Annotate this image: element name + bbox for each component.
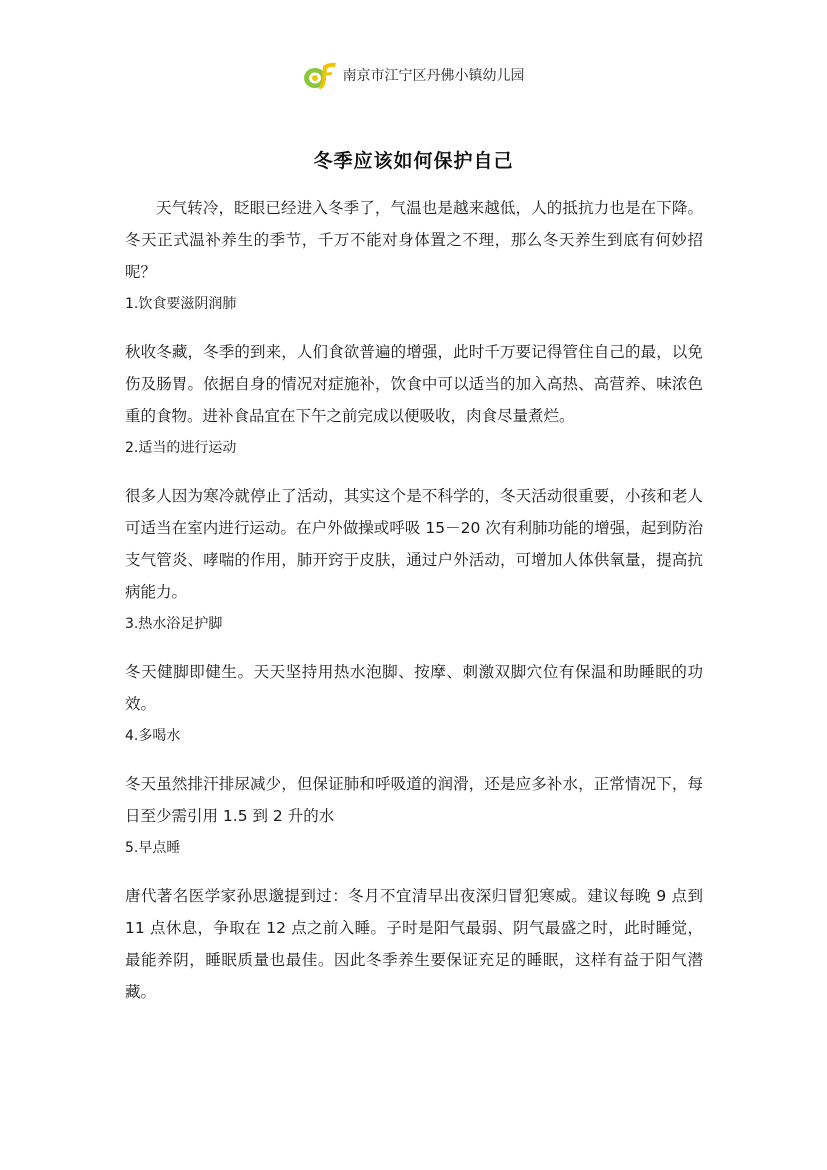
page-header: [0, 60, 827, 90]
section-paragraph: 冬天健脚即健生。天天坚持用热水泡脚、按摩、刺激双脚穴位有保温和助睡眠的功效。: [125, 663, 703, 713]
page-title: 冬季应该如何保护自己: [313, 150, 514, 172]
article-body: [125, 192, 703, 1008]
section-paragraph: 唐代著名医学家孙思邈提到过：冬月不宜清早出夜深归冒犯寒威。建议每晚 9 点到 11 点休息，争取在 12 点之前入睡。子时是阳气最弱、阴气最盛之时，此时睡觉，最能养阴，睡眠质量也最佳。因此冬季养生要保证充足的睡眠，这样有益于阳气潜藏。: [125, 887, 703, 1001]
section-paragraph: 很多人因为寒冷就停止了活动，其实这个是不科学的，冬天活动很重要，小孩和老人可适当在室内进行运动。在户外做操或呼吸 15－20 次有利肺功能的增强，起到防治支气管炎、哮喘的作用，肺开窍于皮肤，通过户外活动，可增加人体供氧量，提高抗病能力。: [125, 487, 703, 601]
section-heading: 2.适当的进行运动: [125, 440, 237, 456]
section-heading: 3.热水浴足护脚: [125, 616, 223, 632]
kindergarten-logo-icon: [303, 60, 337, 90]
section-heading: 4.多喝水: [125, 728, 181, 744]
section-paragraph: 冬天虽然排汗排尿减少，但保证肺和呼吸道的润滑，还是应多补水，正常情况下，每日至少需引用 1.5 到 2 升的水: [125, 775, 703, 825]
section-heading: 1.饮食要滋阴润肺: [125, 296, 237, 312]
intro-paragraph: 天气转冷，眨眼已经进入冬季了，气温也是越来越低，人的抵抗力也是在下降。冬天正式温补养生的季节，千万不能对身体置之不理，那么冬天养生到底有何妙招呢？: [125, 199, 703, 281]
section-paragraph: 秋收冬藏，冬季的到来，人们食欲普遍的增强，此时千万要记得管住自己的最，以免伤及肠胃。依据自身的情况对症施补，饮食中可以适当的加入高热、高营养、味浓色重的食物。进补食品宜在下午之前完成以便吸收，肉食尽量煮烂。: [125, 343, 703, 425]
section-heading: 5.早点睡: [125, 840, 181, 856]
school-name: 南京市江宁区丹佛小镇幼儿园: [342, 68, 525, 84]
